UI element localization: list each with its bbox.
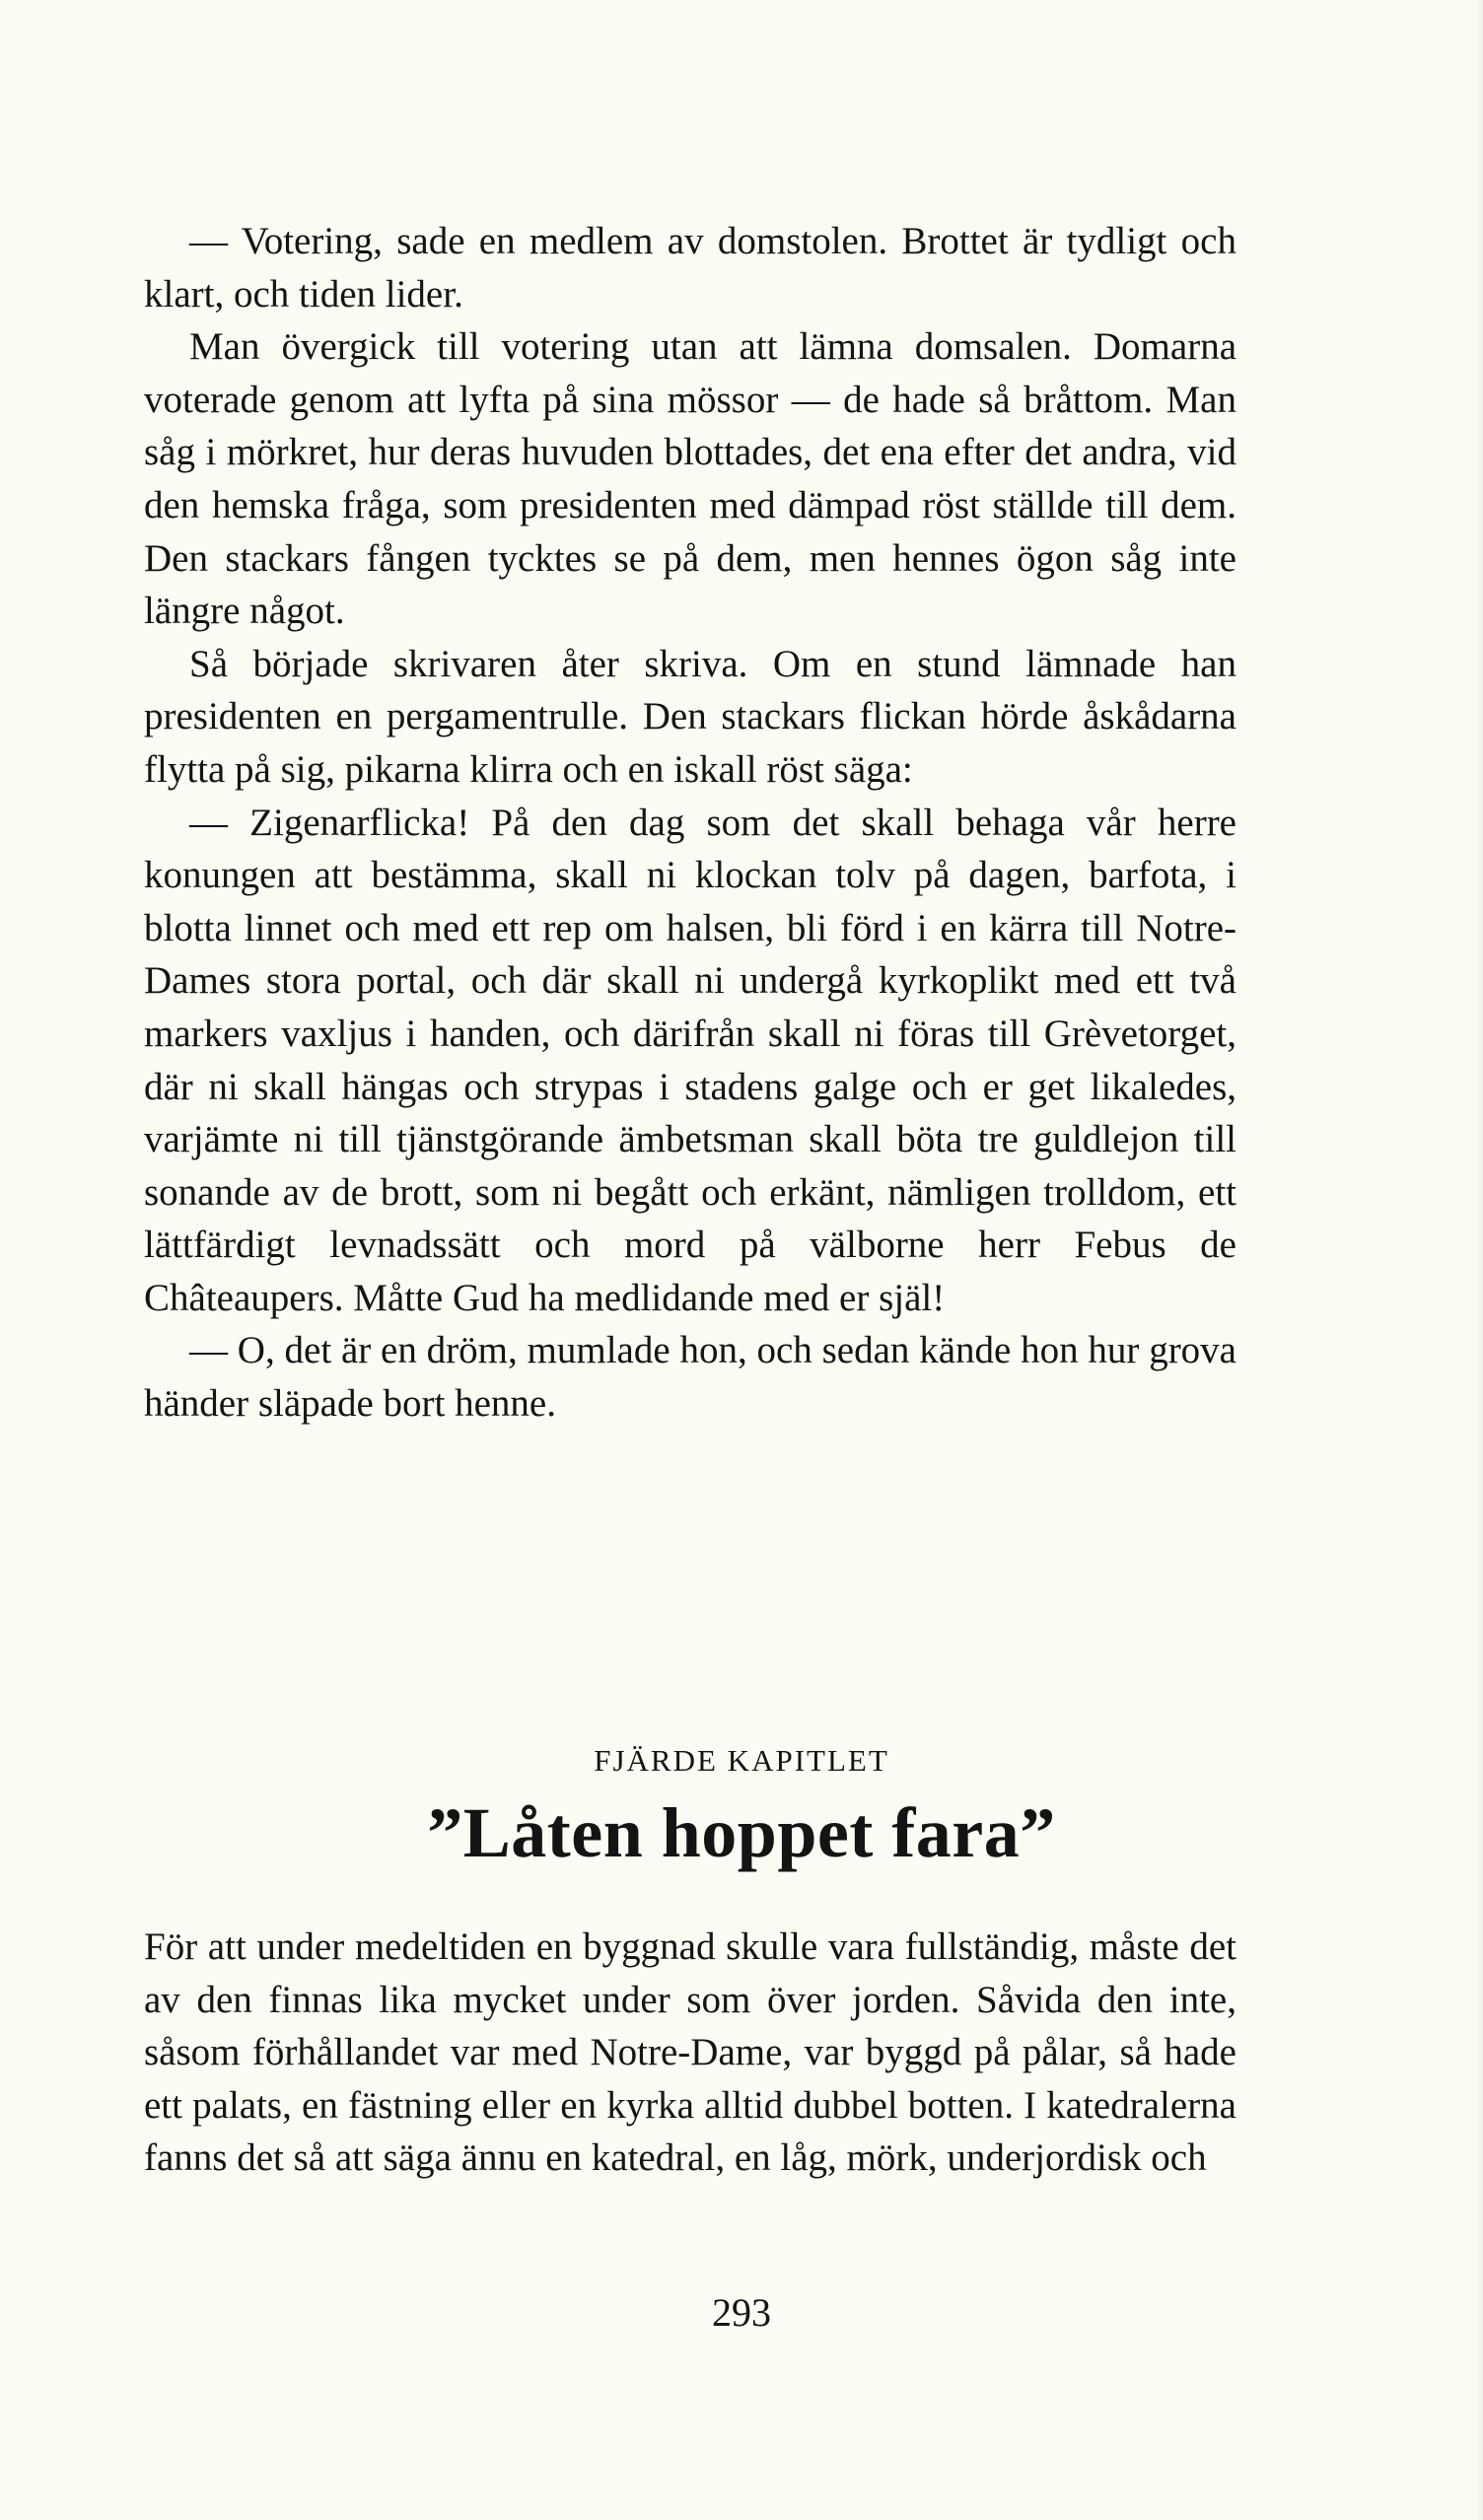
paragraph: Så började skrivaren åter skriva. Om en stund lämnade han presidenten en pergamentrulle. Den stackars flickan hörde åskådarna flytta på sig, pikarna klirra och en iskall röst säga: — [144, 642, 1236, 791]
body-text-top — [144, 215, 1236, 1431]
page-number: 293 — [712, 2290, 771, 2335]
chapter-label: FJÄRDE KAPITLET — [594, 1743, 889, 1778]
paragraph: Man övergick till votering utan att lämna domsalen. Domarna voterade genom att lyfta på sina mössor — de hade så bråttom. Man såg i mörkret, hur deras huvuden blottades, det ena efter det andra, vid den hemska fråga, som presidenten med dämpad röst ställde till dem. Den stackars fången tycktes se på dem, men hennes ögon såg inte längre något. — [144, 325, 1236, 633]
paragraph: För att under medeltiden en byggnad skulle vara fullständig, måste det av den finnas lika mycket under som över jorden. Såvida den inte, såsom förhållandet var med Notre-Dame, var byggd på pålar, så hade ett palats, en fästning eller en kyrka alltid dubbel botten. I katedralerna fanns det så att säga ännu en katedral, en låg, mörk, underjordisk och — [144, 1925, 1236, 2180]
page-edge — [1477, 0, 1483, 2520]
paragraph: — Votering, sade en medlem av domstolen. Brottet är tydligt och klart, och tiden lider. — [144, 220, 1236, 315]
paragraph: — Zigenarflicka! På den dag som det skall behaga vår herre konungen att bestämma, skall ni klockan tolv på dagen, barfota, i blotta linnet och med ett rep om halsen, bli förd i en kärra till Notre-Dames stora portal, och där skall ni undergå kyrkoplikt med ett två markers vaxljus i handen, och därifrån skall ni föras till Grèvetorget, där ni skall hängas och strypas i stadens galge och er get likaledes, varjämte ni till tjänstgörande ämbetsman skall böta tre guldlejon till sonande av de brott, som ni begått och erkänt, nämligen trolldom, ett lättfärdigt levnadssätt och mord på välborne herr Febus de Châteaupers. Måtte Gud ha medlidande med er själ! — [144, 801, 1236, 1319]
body-text-bottom — [144, 1921, 1236, 2185]
chapter-title: ”Låten hoppet fara” — [427, 1793, 1056, 1872]
paragraph: — O, det är en dröm, mumlade hon, och sedan kände hon hur grova händer släpade bort henne. — [144, 1329, 1236, 1426]
